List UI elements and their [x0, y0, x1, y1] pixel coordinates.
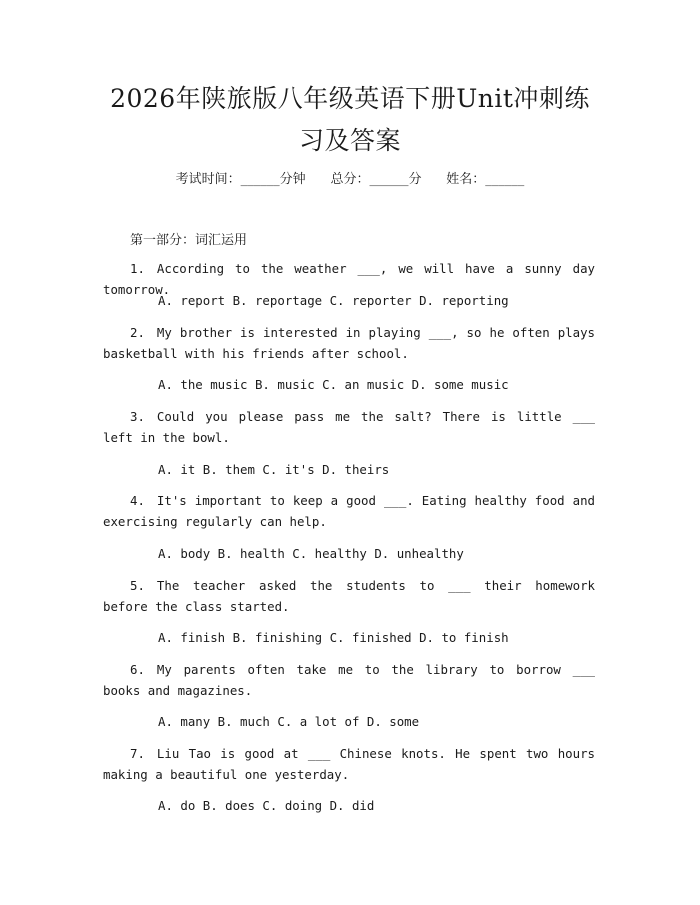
document-title [60, 78, 640, 162]
question-number: 5. [130, 578, 145, 593]
question-7 [103, 744, 595, 785]
question-1-options: A. report B. reportage C. reporter D. reporting [158, 293, 509, 308]
question-2 [103, 323, 595, 364]
student-name-label: 姓名：______ [446, 172, 525, 187]
question-text: The teacher asked the students to ___ their homework before the class started. [103, 578, 595, 614]
question-text: My brother is interested in playing ___, so he often plays basketball with his friends after school. [103, 325, 595, 361]
question-5 [103, 576, 595, 617]
exam-time-label: 考试时间：______分钟 [175, 172, 306, 187]
question-6 [103, 660, 595, 701]
question-text: Liu Tao is good at ___ Chinese knots. He spent two hours making a beautiful one yesterday. [103, 746, 595, 782]
question-text: My parents often take me to the library to borrow ___ books and magazines. [103, 662, 595, 698]
question-4 [103, 491, 595, 532]
question-4-options: A. body B. health C. healthy D. unhealthy [158, 546, 464, 561]
question-3-options: A. it B. them C. it's D. theirs [158, 462, 390, 477]
question-number: 6. [130, 662, 145, 677]
question-number: 4. [130, 493, 145, 508]
question-number: 1. [130, 261, 145, 276]
exam-meta [0, 168, 700, 187]
question-text: It's important to keep a good ___. Eating healthy food and exercising regularly can help. [103, 493, 595, 529]
question-3 [103, 407, 595, 448]
section-title: 第一部分：词汇运用 [130, 233, 248, 248]
question-2-options: A. the music B. music C. an music D. some music [158, 377, 509, 392]
question-number: 2. [130, 325, 145, 340]
question-7-options: A. do B. does C. doing D. did [158, 798, 375, 813]
question-text: Could you please pass me the salt? There is little ___ left in the bowl. [103, 409, 595, 445]
question-5-options: A. finish B. finishing C. finished D. to finish [158, 630, 509, 645]
total-score-label: 总分：______分 [330, 172, 422, 187]
question-text: According to the weather ___, we will have a sunny day tomorrow. [103, 261, 595, 297]
title-line-1: 2026年陕旅版八年级英语下册Unit冲刺练 [110, 84, 590, 113]
question-6-options: A. many B. much C. a lot of D. some [158, 714, 420, 729]
title-line-2: 习及答案 [298, 126, 401, 155]
question-number: 7. [130, 746, 145, 761]
question-number: 3. [130, 409, 145, 424]
